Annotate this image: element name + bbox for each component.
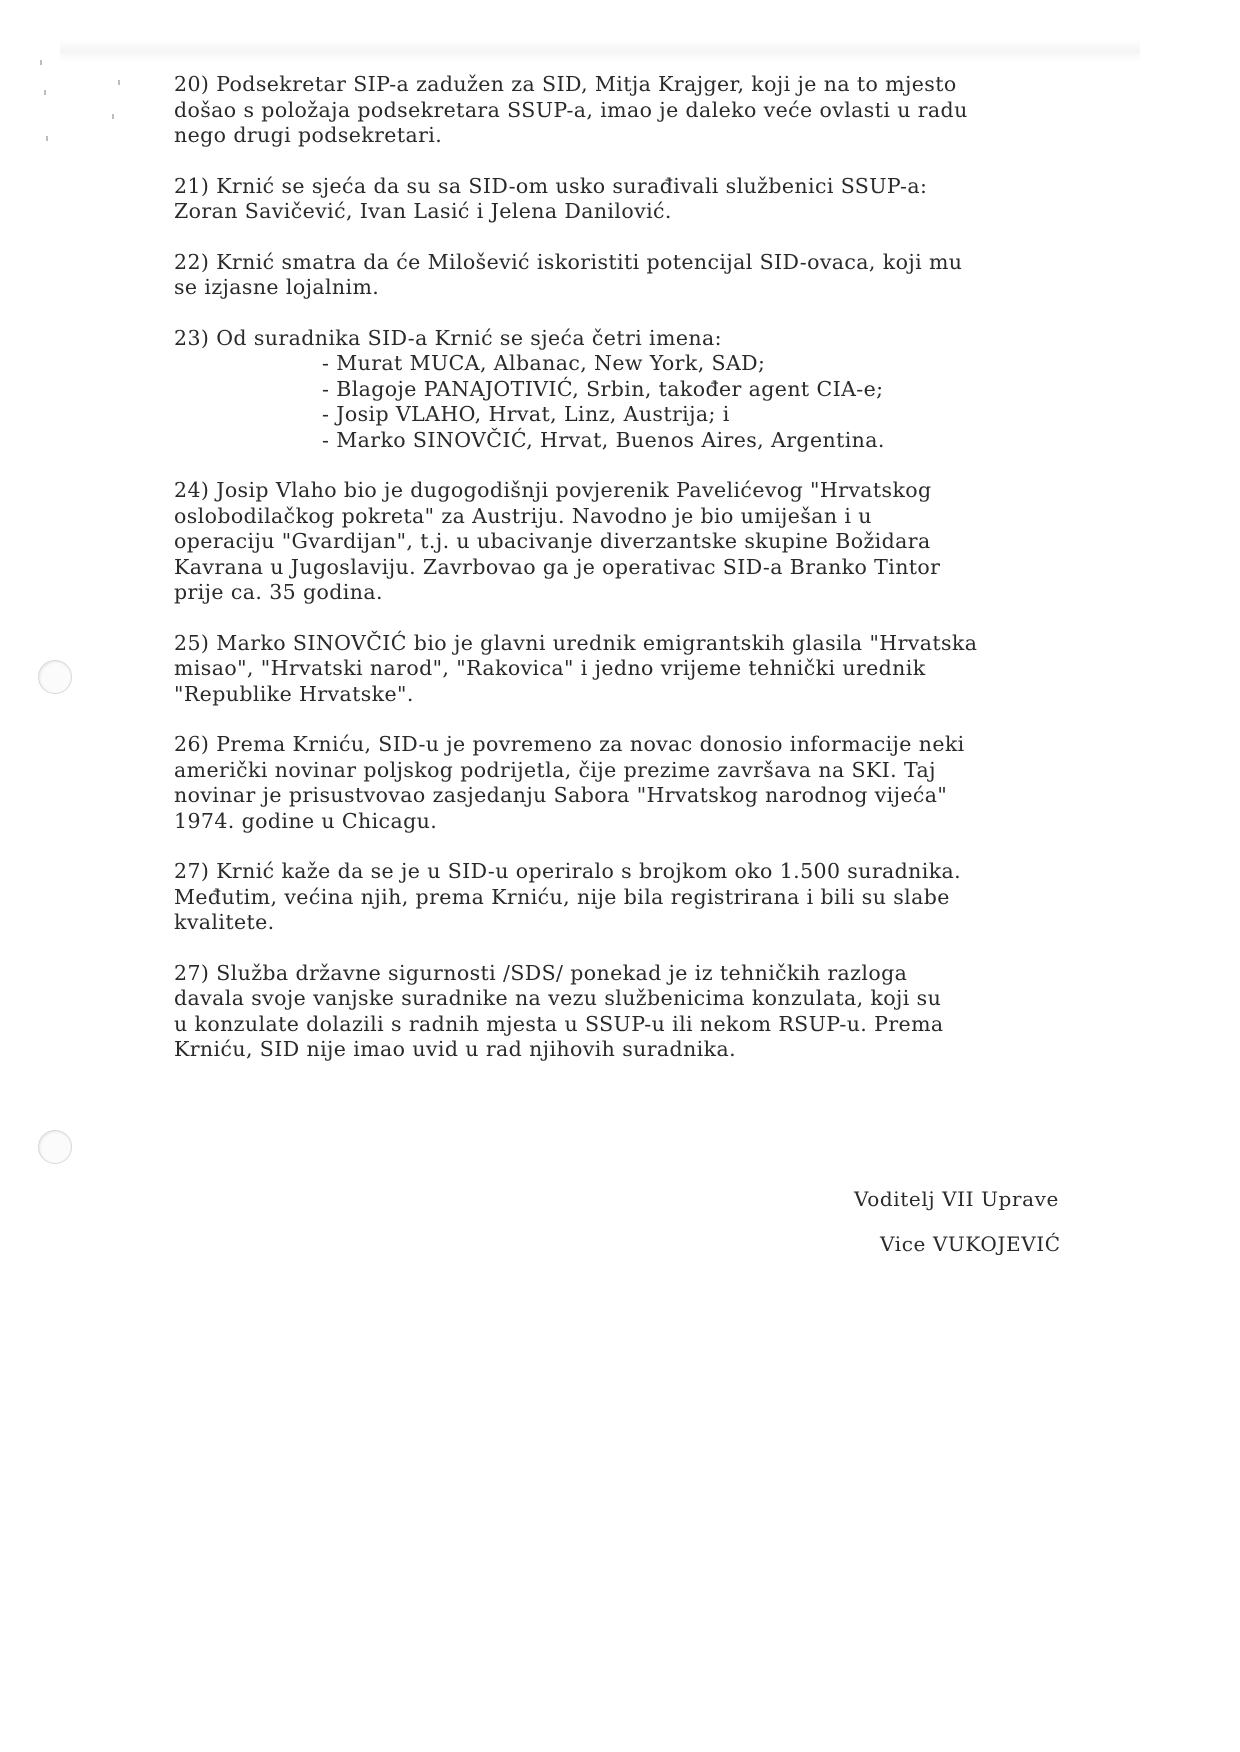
text-line: davala svoje vanjske suradnike na vezu službenicima konzulata, koji su [174,986,942,1010]
paragraph-27b [174,961,1124,1063]
collaborator-list [174,351,1124,453]
list-item: - Murat MUCA, Albanac, New York, SAD; [322,351,766,375]
text-line: operaciju "Gvardijan", t.j. u ubacivanje diverzantske skupine Božidara [174,529,931,553]
text-line: Zoran Savičević, Ivan Lasić i Jelena Danilović. [174,199,672,223]
text-line: misao", "Hrvatski narod", "Rakovica" i jedno vrijeme tehnički urednik [174,656,926,680]
text-line: 26) Prema Krniću, SID-u je povremeno za novac donosio informacije neki [174,732,965,756]
text-line: Kavrana u Jugoslaviju. Zavrbovao ga je operativac SID-a Branko Tintor [174,554,941,579]
text-line: došao s položaja podsekretara SSUP-a, imao je daleko veće ovlasti u radu [174,97,968,122]
text-line: američki novinar poljskog podrijetla, čije prezime završava na SKI. Taj [174,757,936,782]
paragraph-20 [174,72,1124,149]
signature-role: Voditelj VII Uprave [854,1187,1059,1211]
scan-speck [118,80,120,85]
scan-shadow [60,40,1140,62]
signature-block [840,1187,1140,1256]
text-line: 27) Služba državne sigurnosti /SDS/ ponekad je iz tehničkih razloga [174,960,908,985]
list-item: - Blagoje PANAJOTIVIĆ, Srbin, također agent CIA-e; [322,376,884,401]
text-line: se izjasne lojalnim. [174,275,380,299]
text-line: Međutim, većina njih, prema Krniću, nije bila registrirana i bili su slabe [174,884,950,909]
paragraph-23 [174,326,1124,454]
text-line: "Republike Hrvatske". [174,681,414,706]
document-body [174,72,1124,1088]
punch-hole [38,1130,72,1164]
list-item: - Marko SINOVČIĆ, Hrvat, Buenos Aires, Argentina. [322,427,885,452]
text-line: oslobodilačkog pokreta" za Austriju. Navodno je bio umiješan i u [174,503,872,528]
paragraph-22 [174,250,1124,301]
paragraph-25 [174,631,1124,708]
text-line: 27) Krnić kaže da se je u SID-u operiralo s brojkom oko 1.500 suradnika. [174,859,962,883]
text-line: kvalitete. [174,910,275,934]
text-line: 23) Od suradnika SID-a Krnić se sjeća četri imena: [174,325,722,350]
text-line: 25) Marko SINOVČIĆ bio je glavni urednik emigrantskih glasila "Hrvatska [174,630,978,655]
text-line: prije ca. 35 godina. [174,580,383,604]
punch-hole [38,660,72,694]
text-line: 24) Josip Vlaho bio je dugogodišnji povjerenik Pavelićevog "Hrvatskog [174,478,932,502]
scan-speck [46,136,48,141]
paragraph-24 [174,478,1124,606]
list-item: - Josip VLAHO, Hrvat, Linz, Austrija; i [322,402,730,426]
paragraph-27a [174,859,1124,936]
scan-speck [40,60,42,65]
text-line: u konzulate dolazili s radnih mjesta u SSUP-u ili nekom RSUP-u. Prema [174,1011,944,1036]
text-line: 22) Krnić smatra da će Milošević iskoristiti potencijal SID-ovaca, koji mu [174,249,963,274]
text-line: 20) Podsekretar SIP-a zadužen za SID, Mitja Krajger, koji je na to mjesto [174,72,957,96]
scan-speck [112,114,114,119]
signature-name: Vice VUKOJEVIĆ [880,1232,1061,1256]
text-line: 1974. godine u Chicagu. [174,808,438,833]
text-line: nego drugi podsekretari. [174,123,443,147]
text-line: 21) Krnić se sjeća da su sa SID-om usko surađivali službenici SSUP-a: [174,173,928,198]
scan-speck [44,90,46,95]
paragraph-21 [174,174,1124,225]
paragraph-26 [174,732,1124,834]
text-line: novinar je prisustvovao zasjedanju Sabora "Hrvatskog narodnog vijeća" [174,783,948,807]
text-line: Krniću, SID nije imao uvid u rad njihovih suradnika. [174,1037,736,1061]
